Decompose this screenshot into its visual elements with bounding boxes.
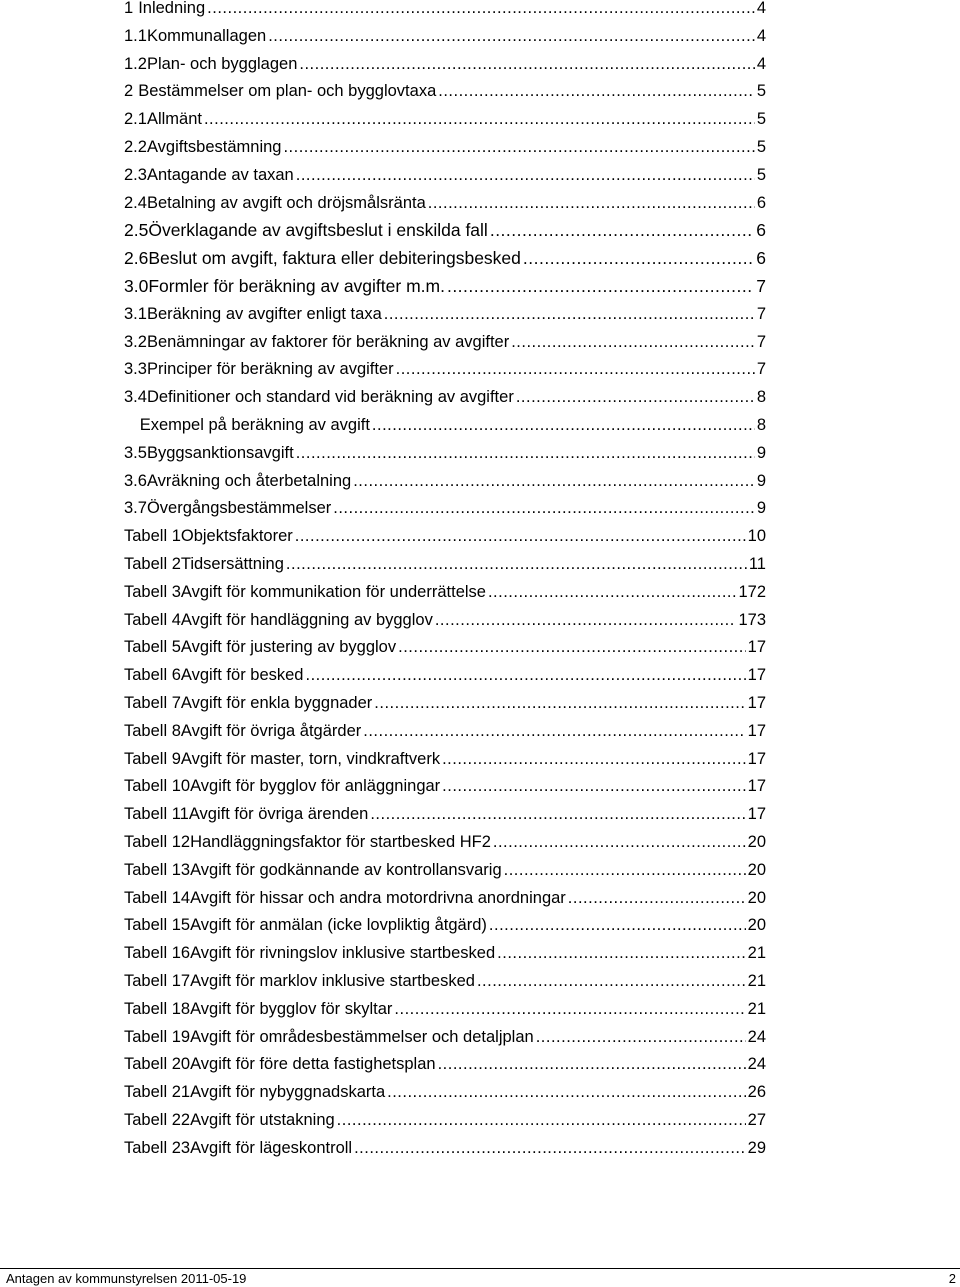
toc-entry-title: Avräkning och återbetalning bbox=[146, 471, 352, 490]
toc-entry-number: Tabell 13 bbox=[124, 860, 191, 879]
toc-dot-leader bbox=[398, 637, 746, 657]
toc-entry-number: 3.4 bbox=[124, 388, 147, 407]
toc-entry-page: 17 bbox=[747, 777, 766, 796]
toc-dot-leader bbox=[204, 109, 755, 129]
toc-entry-title: Plan- och bygglagen bbox=[146, 54, 298, 73]
toc-entry[interactable] bbox=[124, 606, 766, 630]
toc-entry-title: Avgift för bygglov för skyltar bbox=[190, 999, 393, 1018]
toc-entry-title: Handläggningsfaktor för startbesked HF2 bbox=[190, 833, 491, 851]
toc-entry-number: 3.0 bbox=[124, 276, 149, 296]
toc-entry-page: 173 bbox=[738, 610, 766, 629]
toc-entry-page: 7 bbox=[756, 332, 766, 351]
toc-dot-leader bbox=[511, 332, 755, 352]
toc-entry[interactable] bbox=[124, 1050, 766, 1074]
toc-entry-page: 17 bbox=[747, 805, 766, 824]
toc-entry-page: 17 bbox=[747, 666, 766, 685]
toc-dot-leader bbox=[372, 415, 755, 435]
toc-dot-leader bbox=[333, 498, 755, 518]
toc-entry-page: 21 bbox=[747, 972, 766, 990]
toc-entry[interactable] bbox=[124, 967, 766, 991]
toc-dot-leader bbox=[488, 582, 737, 602]
toc-entry[interactable] bbox=[124, 77, 766, 101]
toc-entry-title: Avgift för övriga åtgärder bbox=[180, 721, 362, 740]
toc-entry[interactable] bbox=[124, 439, 766, 463]
toc-entry-page: 11 bbox=[748, 555, 766, 573]
toc-entry-page: 20 bbox=[747, 916, 766, 935]
toc-entry-number: Tabell 18 bbox=[124, 999, 191, 1018]
toc-entry-title: Definitioner och standard vid beräkning av avgifter bbox=[146, 388, 514, 407]
toc-dot-leader bbox=[296, 443, 755, 463]
toc-entry[interactable] bbox=[124, 328, 766, 352]
toc-entry[interactable] bbox=[124, 995, 766, 1019]
toc-entry[interactable] bbox=[124, 911, 766, 935]
toc-entry-page: 4 bbox=[756, 26, 766, 45]
toc-entry-page: 24 bbox=[747, 1055, 766, 1074]
toc-entry-page: 6 bbox=[756, 220, 766, 241]
toc-dot-leader bbox=[493, 832, 746, 852]
toc-dot-leader bbox=[337, 1110, 746, 1130]
toc-dot-leader bbox=[296, 165, 755, 185]
toc-entry-number: Tabell 5 bbox=[124, 638, 181, 657]
toc-entry[interactable] bbox=[124, 161, 766, 185]
toc-entry[interactable] bbox=[124, 745, 766, 769]
toc-entry-number: Tabell 8 bbox=[124, 721, 181, 740]
toc-entry[interactable] bbox=[124, 50, 766, 74]
toc-entry[interactable] bbox=[124, 411, 766, 435]
toc-entry[interactable] bbox=[124, 216, 766, 240]
toc-entry-number: Tabell 4 bbox=[124, 610, 181, 629]
toc-entry-number: Tabell 7 bbox=[124, 694, 181, 712]
toc-entry-number: Tabell 15 bbox=[124, 916, 191, 935]
toc-entry-title: Avgift för områdesbestämmelser och detaljplan bbox=[190, 1027, 534, 1046]
toc-entry-page: 7 bbox=[756, 276, 766, 296]
toc-entry-page: 17 bbox=[747, 721, 766, 740]
toc-entry-title: Övergångsbestämmelser bbox=[146, 499, 332, 518]
toc-entry-number: 3.1 bbox=[124, 304, 147, 323]
toc-entry-page: 6 bbox=[756, 193, 766, 212]
toc-entry-number: 3.5 bbox=[124, 443, 147, 462]
toc-entry[interactable] bbox=[124, 772, 766, 796]
toc-entry-page: 27 bbox=[747, 1111, 766, 1129]
toc-entry-title: Byggsanktionsavgift bbox=[146, 443, 294, 462]
toc-dot-leader bbox=[354, 1138, 746, 1158]
toc-entry-number: Tabell 1 bbox=[124, 527, 181, 546]
toc-entry[interactable] bbox=[124, 661, 766, 685]
toc-entry-page: 20 bbox=[747, 888, 766, 907]
toc-dot-leader bbox=[207, 0, 755, 18]
toc-entry-page: 17 bbox=[747, 749, 766, 768]
toc-dot-leader bbox=[435, 610, 737, 630]
toc-entry[interactable] bbox=[124, 800, 766, 824]
toc-entry-title: Beslut om avgift, faktura eller debiteringsbesked bbox=[148, 248, 521, 269]
toc-entry-number: 1.1 bbox=[124, 26, 147, 45]
toc-dot-leader bbox=[489, 915, 746, 935]
toc-dot-leader bbox=[374, 693, 745, 713]
toc-dot-leader bbox=[286, 554, 747, 574]
toc-entry-title: Avgiftsbestämning bbox=[146, 138, 282, 156]
toc-entry-number: Tabell 10 bbox=[124, 777, 191, 796]
toc-entry-title: Avgift för lägeskontroll bbox=[190, 1138, 353, 1157]
toc-dot-leader bbox=[504, 860, 746, 880]
page-footer bbox=[0, 1268, 960, 1287]
toc-entry-page: 29 bbox=[747, 1138, 766, 1157]
toc-entry-title: Avgift för kommunikation för underrättelse bbox=[180, 582, 486, 601]
toc-entry-title: Avgift för rivningslov inklusive startbesked bbox=[190, 944, 496, 963]
toc-entry[interactable] bbox=[124, 1023, 766, 1047]
toc-dot-leader bbox=[268, 26, 755, 46]
toc-entry-number: Tabell 23 bbox=[124, 1138, 191, 1157]
toc-entry[interactable] bbox=[124, 689, 766, 713]
toc-entry-page: 4 bbox=[756, 54, 766, 73]
toc-entry-title: Formler för beräkning av avgifter m.m. bbox=[148, 276, 445, 296]
toc-dot-leader bbox=[394, 999, 745, 1019]
toc-entry-number: 2.4 bbox=[124, 193, 147, 212]
toc-entry-title: Avgift för enkla byggnader bbox=[180, 694, 373, 712]
toc-entry-title: Antagande av taxan bbox=[146, 165, 294, 184]
toc-dot-leader bbox=[387, 1082, 746, 1102]
toc-entry-title: Bestämmelser om plan- och bygglovtaxa bbox=[138, 82, 437, 101]
toc-entry-number: Tabell 9 bbox=[124, 749, 181, 768]
toc-entry-number: Tabell 16 bbox=[124, 944, 191, 963]
toc-entry-number: 1 bbox=[124, 0, 134, 17]
toc-dot-leader bbox=[295, 526, 746, 546]
toc-entry-page: 21 bbox=[747, 944, 766, 963]
toc-entry-title: Allmänt bbox=[146, 110, 202, 129]
toc-dot-leader bbox=[536, 1027, 746, 1047]
toc-entry[interactable] bbox=[124, 884, 766, 908]
toc-entry[interactable] bbox=[124, 133, 766, 157]
toc-entry-number: 3.6 bbox=[124, 471, 147, 490]
toc-entry-page: 9 bbox=[756, 471, 766, 490]
toc-entry-number: 3.2 bbox=[124, 332, 147, 351]
toc-entry[interactable] bbox=[124, 939, 766, 963]
toc-entry-title: Avgift för hissar och andra motordrivna anordningar bbox=[190, 888, 566, 907]
toc-entry-title: Objektsfaktorer bbox=[180, 527, 293, 546]
toc-entry-page: 17 bbox=[747, 694, 766, 712]
toc-entry-number: 1.2 bbox=[124, 54, 147, 73]
toc-entry-number: 2.1 bbox=[124, 110, 147, 129]
toc-entry-page: 5 bbox=[756, 138, 766, 156]
toc-entry-number: 3.3 bbox=[124, 360, 147, 379]
toc-dot-leader bbox=[442, 749, 746, 769]
toc-entry[interactable] bbox=[124, 300, 766, 324]
toc-entry-page: 9 bbox=[756, 443, 766, 462]
toc-entry-title: Avgift för övriga ärenden bbox=[188, 805, 369, 824]
toc-dot-leader bbox=[523, 248, 754, 268]
toc-entry-number: Tabell 19 bbox=[124, 1027, 191, 1046]
toc-dot-leader bbox=[305, 665, 745, 685]
toc-entry-page: 5 bbox=[756, 165, 766, 184]
toc-entry[interactable] bbox=[124, 578, 766, 602]
toc-entry-title: Kommunallagen bbox=[146, 26, 267, 45]
toc-entry-number: 2.5 bbox=[124, 220, 149, 241]
toc-entry-page: 20 bbox=[747, 860, 766, 879]
toc-entry[interactable] bbox=[124, 550, 766, 574]
toc-entry-number: Tabell 12 bbox=[124, 833, 191, 851]
toc-entry-page: 20 bbox=[747, 833, 766, 851]
toc-dot-leader bbox=[353, 471, 755, 491]
toc-entry-number: 2 bbox=[124, 82, 134, 101]
toc-entry[interactable] bbox=[124, 522, 766, 546]
toc-dot-leader bbox=[283, 137, 754, 157]
toc-entry-page: 26 bbox=[747, 1083, 766, 1102]
toc-entry-title: Principer för beräkning av avgifter bbox=[146, 360, 394, 379]
toc-entry-page: 8 bbox=[756, 416, 766, 434]
toc-entry-page: 24 bbox=[747, 1027, 766, 1046]
toc-entry-title: Avgift för marklov inklusive startbesked bbox=[190, 972, 475, 990]
toc-entry-number: Tabell 11 bbox=[124, 805, 189, 824]
toc-entry-title: Avgift för master, torn, vindkraftverk bbox=[180, 749, 441, 768]
toc-entry[interactable] bbox=[124, 1134, 766, 1158]
toc-entry[interactable] bbox=[124, 383, 766, 407]
toc-entry-title: Avgift för handläggning av bygglov bbox=[180, 610, 433, 629]
toc-entry-title: Inledning bbox=[138, 0, 206, 17]
toc-entry-title: Avgift för godkännande av kontrollansvarig bbox=[190, 860, 502, 879]
toc-dot-leader bbox=[438, 1054, 746, 1074]
toc-entry[interactable] bbox=[124, 22, 766, 46]
toc-dot-leader bbox=[447, 276, 754, 296]
toc-entry-page: 6 bbox=[756, 248, 766, 269]
toc-entry[interactable] bbox=[124, 856, 766, 880]
toc-entry-page: 17 bbox=[747, 638, 766, 657]
toc-entry[interactable] bbox=[124, 272, 766, 296]
toc-entry-title: Tidsersättning bbox=[180, 555, 284, 573]
toc-entry-number: Tabell 2 bbox=[124, 555, 181, 573]
toc-entry-title: Beräkning av avgifter enligt taxa bbox=[146, 304, 382, 323]
toc-entry-page: 10 bbox=[747, 527, 766, 546]
toc-entry-number: Tabell 17 bbox=[124, 972, 191, 990]
toc-entry-page: 7 bbox=[756, 360, 766, 379]
toc-entry-title: Betalning av avgift och dröjsmålsränta bbox=[146, 193, 426, 212]
toc-entry-title: Avgift för nybyggnadskarta bbox=[190, 1083, 386, 1102]
toc-entry-page: 5 bbox=[756, 110, 766, 129]
toc-dot-leader bbox=[299, 54, 754, 74]
toc-entry-page: 7 bbox=[756, 304, 766, 323]
toc-entry-title: Överklagande av avgiftsbeslut i enskilda fall bbox=[148, 220, 488, 241]
toc-entry-number: 2.2 bbox=[124, 138, 147, 156]
toc-dot-leader bbox=[516, 387, 755, 407]
toc-entry-title: Avgift för bygglov för anläggningar bbox=[190, 777, 441, 796]
toc-entry[interactable] bbox=[124, 189, 766, 213]
toc-entry[interactable] bbox=[124, 633, 766, 657]
toc-dot-leader bbox=[384, 304, 755, 324]
toc-entry-title: Benämningar av faktorer för beräkning av avgifter bbox=[146, 332, 510, 351]
toc-entry-title: Avgift för justering av bygglov bbox=[180, 638, 397, 657]
toc-entry-page: 4 bbox=[756, 0, 766, 17]
toc-entry-number: Tabell 3 bbox=[124, 582, 181, 601]
toc-entry-number: Tabell 20 bbox=[124, 1055, 191, 1074]
toc-entry[interactable] bbox=[124, 467, 766, 491]
toc-dot-leader bbox=[442, 776, 745, 796]
toc-entry-page: 5 bbox=[756, 82, 766, 101]
toc-entry-page: 9 bbox=[756, 499, 766, 518]
toc-entry[interactable] bbox=[124, 244, 766, 268]
toc-dot-leader bbox=[363, 721, 745, 741]
toc-entry[interactable] bbox=[124, 105, 766, 129]
toc-entry-title: Avgift för utstakning bbox=[190, 1111, 335, 1129]
toc-dot-leader bbox=[490, 220, 754, 240]
toc-entry-title: Avgift för före detta fastighetsplan bbox=[190, 1055, 436, 1074]
toc-entry-page: 8 bbox=[756, 388, 766, 407]
footer-page-number: 2 bbox=[948, 1271, 956, 1286]
toc-dot-leader bbox=[396, 359, 755, 379]
toc-dot-leader bbox=[428, 193, 755, 213]
toc-dot-leader bbox=[477, 971, 746, 991]
toc-entry[interactable] bbox=[124, 0, 766, 18]
toc-entry-number: Tabell 22 bbox=[124, 1111, 191, 1129]
toc-entry-page: 21 bbox=[747, 999, 766, 1018]
toc-dot-leader bbox=[568, 888, 746, 908]
footer-adoption-note: Antagen av kommunstyrelsen 2011-05-19 bbox=[6, 1271, 247, 1286]
toc-dot-leader bbox=[370, 804, 745, 824]
toc-entry-page: 172 bbox=[738, 582, 766, 601]
toc-entry-number: 2.3 bbox=[124, 165, 147, 184]
toc-entry-number: Tabell 21 bbox=[124, 1083, 191, 1102]
toc-entry-title: Avgift för anmälan (icke lovpliktig åtgärd) bbox=[190, 916, 487, 935]
toc-entry-number: 2.6 bbox=[124, 248, 149, 269]
toc-entry[interactable] bbox=[124, 494, 766, 518]
toc-dot-leader bbox=[438, 81, 755, 101]
toc-entry-title: Avgift för besked bbox=[180, 666, 304, 685]
toc-entry[interactable] bbox=[124, 828, 766, 852]
toc-entry[interactable] bbox=[124, 1078, 766, 1102]
toc-entry[interactable] bbox=[124, 355, 766, 379]
toc-entry-title: Exempel på beräkning av avgift bbox=[139, 416, 370, 434]
toc-entry-number: Tabell 14 bbox=[124, 888, 191, 907]
toc-entry[interactable] bbox=[124, 717, 766, 741]
toc-dot-leader bbox=[497, 943, 745, 963]
toc-entry-number: Tabell 6 bbox=[124, 666, 181, 685]
toc-entry-number: 3.7 bbox=[124, 499, 147, 518]
toc-entry[interactable] bbox=[124, 1106, 766, 1130]
